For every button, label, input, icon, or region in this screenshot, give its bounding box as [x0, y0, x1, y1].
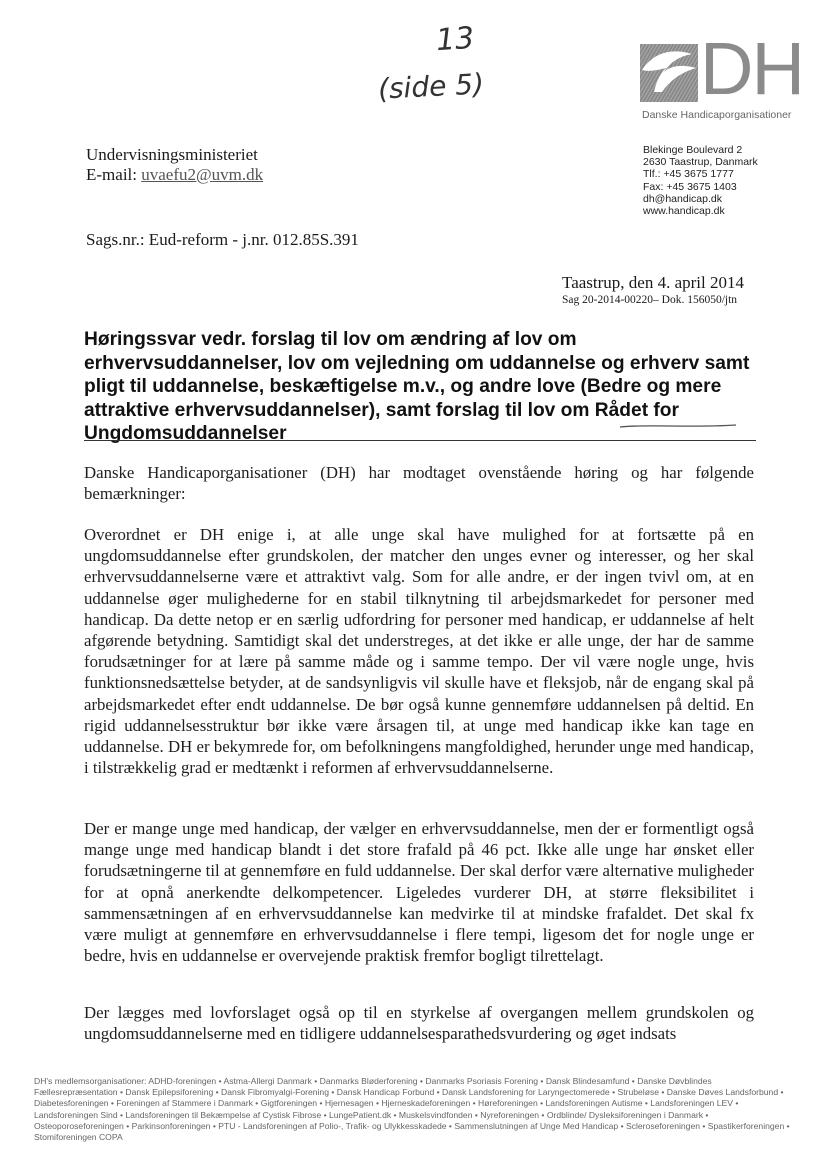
recipient-email-link[interactable]: uvaefu2@uvm.dk: [141, 165, 264, 184]
recipient-name: Undervisningsministeriet: [86, 145, 258, 164]
paragraph-transition: Der lægges med lovforslaget også op til en styrkelse af overgangen mellem grundskolen og ungdomsuddannelserne med en tidligere uddannelsesparathedsvurdering og øget indsats: [84, 1003, 754, 1044]
handwritten-side-note: (side 5): [377, 67, 485, 106]
address-line: Blekinge Boulevard 2: [643, 144, 743, 156]
logo-letters: DH: [700, 27, 803, 110]
logo-bird-icon: [640, 44, 700, 102]
heading-pen-mark: [618, 422, 738, 430]
date-line: Taastrup, den 4. april 2014: [562, 273, 744, 292]
heading-divider: [84, 440, 756, 441]
address-line: 2630 Taastrup, Danmark: [643, 156, 758, 169]
address-line: Tlf.: +45 3675 1777: [643, 168, 734, 181]
document-heading: Høringssvar vedr. forslag til lov om ændring af lov om erhvervsuddannelser, lov om vejledning om uddannelse og erhverv samt pligt til uddannelse, beskæftigelse m.v., og andre love (Bedre og mere attraktive erhvervsuddannelser), samt forslag til lov om Rådet for Ungdomsuddannelser: [84, 329, 750, 444]
address-website[interactable]: www.handicap.dk: [643, 205, 725, 218]
reference-line: Sag 20-2014-00220– Dok. 156050/jtn: [562, 294, 738, 306]
recipient-email-line: [86, 164, 263, 186]
email-label: E-mail:: [86, 165, 142, 184]
logo-org-name: Danske Handicaporganisationer: [642, 109, 792, 121]
address-email[interactable]: dh@handicap.dk: [643, 192, 722, 205]
sender-address: [643, 144, 758, 217]
handwritten-page-number: 13: [434, 20, 476, 59]
case-number: Sags.nr.: Eud-reform - j.nr. 012.85S.391: [86, 230, 359, 249]
member-organisations-footer: DH's medlemsorganisationer: ADHD-foreningen • Astma-Allergi Danmark • Danmarks Bløderforening • Danmarks Psoriasis Forening • Dansk Blindesamfund • Danske Døvblindes Fællesrepræsentation • Dansk Epilepsiforening • Dansk Fibromyalgi-Forening • Dansk Handicap Forbund • Dansk Landsforening for Laryngectomerede • Strubeløse • Danske Døves Landsforbund • Diabetesforeningen • Foreningen af Stammere i Danmark • Gigtforeningen • Hjernesagen • Hjerneskadeforeningen • Høreforeningen • Landsforeningen Autisme • Landsforeningen LEV • Landsforeningen Sind • Landsforeningen til Bekæmpelse af Cystisk Fibrose • LungePatient.dk • Muskelsvindfonden • Nyreforeningen • Ordblinde/ Dysleksiforeningen i Danmark • Osteoporoseforeningen • Parkinsonforeningen • PTU - Landsforeningen af Polio-, Trafik- og Ulykkesskadede • Sammenslutningen af Unge Med Handicap • Scleroseforeningen • Spastikerforeningen • Stomiforeningen COPA: [34, 1076, 790, 1143]
paragraph-overall: Overordnet er DH enige i, at alle unge skal have mulighed for at fortsætte på en ungdomsuddannelse efter grundskolen, der matcher den unges evner og interesser, og her skal erhvervsuddannelserne være et attraktivt valg. Som for alle andre, er der ingen tvivl om, at en uddannelse øger mulighederne for en stabil tilknytning til arbejdsmarkedet for personer med handicap. Da dette netop er en særlig udfordring for personer med handicap, er uddannelse af helt afgørende betydning. Samtidigt skal det understreges, at det ikke er alle unge, der har de samme forudsætninger for at lære på samme måde og i samme tempo. Der vil være nogle unge, hvis funktionsnedsættelse betyder, at de sandsynligvis vil skulle have et fleksjob, når de engang skal på arbejdsmarkedet efter endt uddannelse. De bør også kunne gennemføre uddannelsen på deltid. En rigid uddannelsesstruktur bør ikke være årsagen til, at unge med handicap ikke kan tage en uddannelse. DH er bekymrede for, om befolkningens mangfoldighed, herunder unge med handicap, i tilstrækkelig grad er medtænkt i reformen af erhvervsuddannelserne.: [84, 525, 754, 778]
dh-logo: [640, 27, 810, 110]
paragraph-intro: Danske Handicaporganisationer (DH) har modtaget ovenstående høring og har følgende bemærkninger:: [84, 463, 754, 504]
paragraph-dropout: Der er mange unge med handicap, der vælger en erhvervsuddannelse, men der er formentligt også mange unge med handicap blandt i det store frafald på 46 pct. Ikke alle unge har ønsket eller forudsætningerne til at gennemføre en fuld uddannelse. Der skal derfor være alternative muligheder for at opnå anerkendte delkompetencer. Ligeledes vurderer DH, at større fleksibilitet i sammensætningen af en erhvervsuddannelse kan medvirke til at mindske frafaldet. Det skal fx være muligt at gennemføre en erhvervsuddannelse i flere tempi, ligesom det for nogle unge er bedre, hvis en uddannelse er overvejende praktisk fremfor bogligt tilrettelagt.: [84, 819, 754, 966]
address-line: Fax: +45 3675 1403: [643, 180, 737, 193]
